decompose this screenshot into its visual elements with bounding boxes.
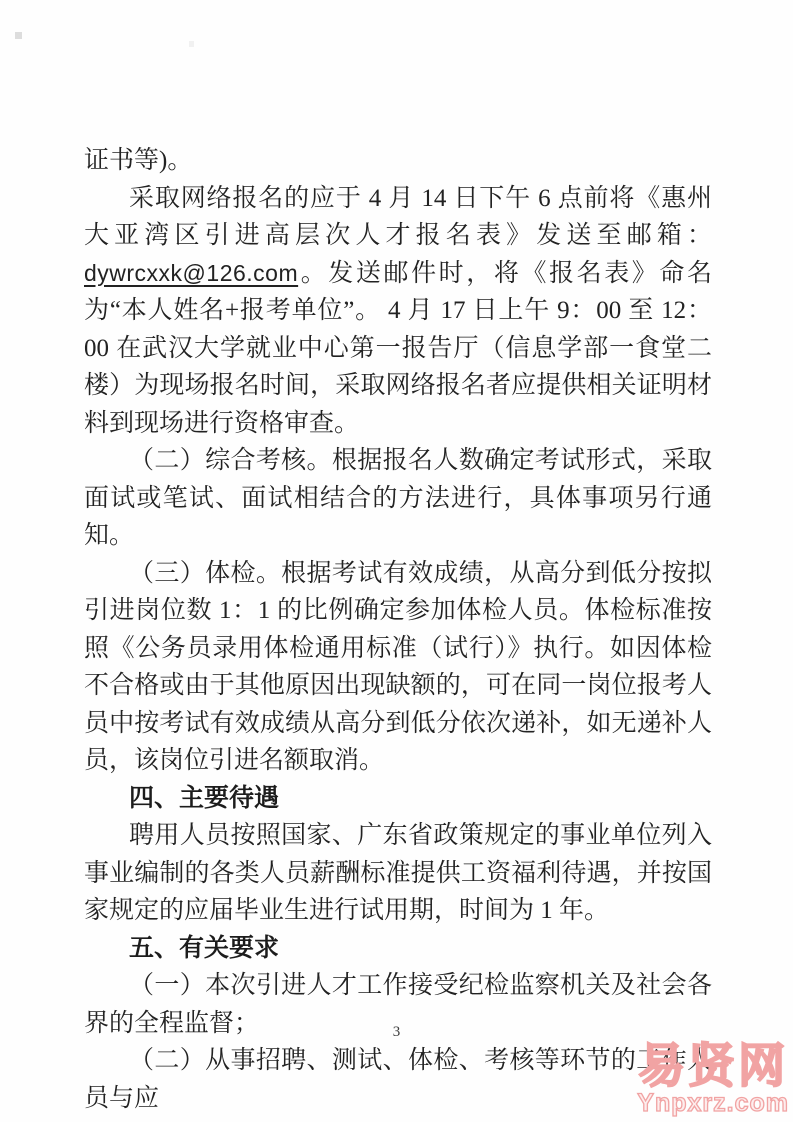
body-paragraph-supervision: （一）本次引进人才工作接受纪检监察机关及社会各界的全程监督； (84, 972, 712, 1037)
section-heading-requirements: 五、有关要求 (129, 933, 280, 962)
email-address: dywrcxxk@126.com (84, 259, 299, 286)
scan-artifact (189, 41, 194, 47)
paragraph-text: 采取网络报名的应于 4 月 14 日下午 6 点前将《惠州大亚湾区引进高层次人才报名表》发送至邮箱： (84, 184, 712, 249)
body-paragraph-benefits: 聘用人员按照国家、广东省政策规定的事业单位列入事业编制的各类人员薪酬标准提供工资福利待遇，并按国家规定的应届毕业生进行试用期，时间为 1 年。 (84, 822, 712, 924)
scan-artifact (15, 32, 22, 39)
body-paragraph-application (84, 180, 712, 443)
watermark-site-name: 易贤网 (638, 1039, 789, 1092)
page-number: 3 (392, 1024, 401, 1040)
paragraph-text: 。发送邮件时，将《报名表》命名为“本人姓名+报考单位”。 4 月 17 日上午 9：00 至 12：00 在武汉大学就业中心第一报告厅（信息学部一食堂二楼）为现场报名时间，采取网络报名者应提供相关证明材料到现场进行资格审查。 (84, 259, 712, 437)
section-heading-benefits: 四、主要待遇 (129, 783, 280, 812)
watermark-site-url: Ynpxrz.com (637, 1089, 789, 1117)
document-body (84, 142, 712, 1117)
body-paragraph-exam: （二）综合考核。根据报名人数确定考试形式，采取面试或笔试、面试相结合的方法进行，具体事项另行通知。 (84, 447, 712, 549)
body-paragraph-staff: （二）从事招聘、测试、体检、考核等环节的工作人员与应 (84, 1047, 712, 1112)
body-paragraph-continuation: 证书等)。 (84, 147, 193, 174)
body-paragraph-physical: （三）体检。根据考试有效成绩，从高分到低分按拟引进岗位数 1：1 的比例确定参加体检人员。体检标准按照《公务员录用体检通用标准（试行）》执行。如因体检不合格或由于其他原因出现缺额的，可在同一岗位报考人员中按考试有效成绩从高分到低分依次递补，如无递补人员，该岗位引进名额取消。 (84, 559, 712, 774)
